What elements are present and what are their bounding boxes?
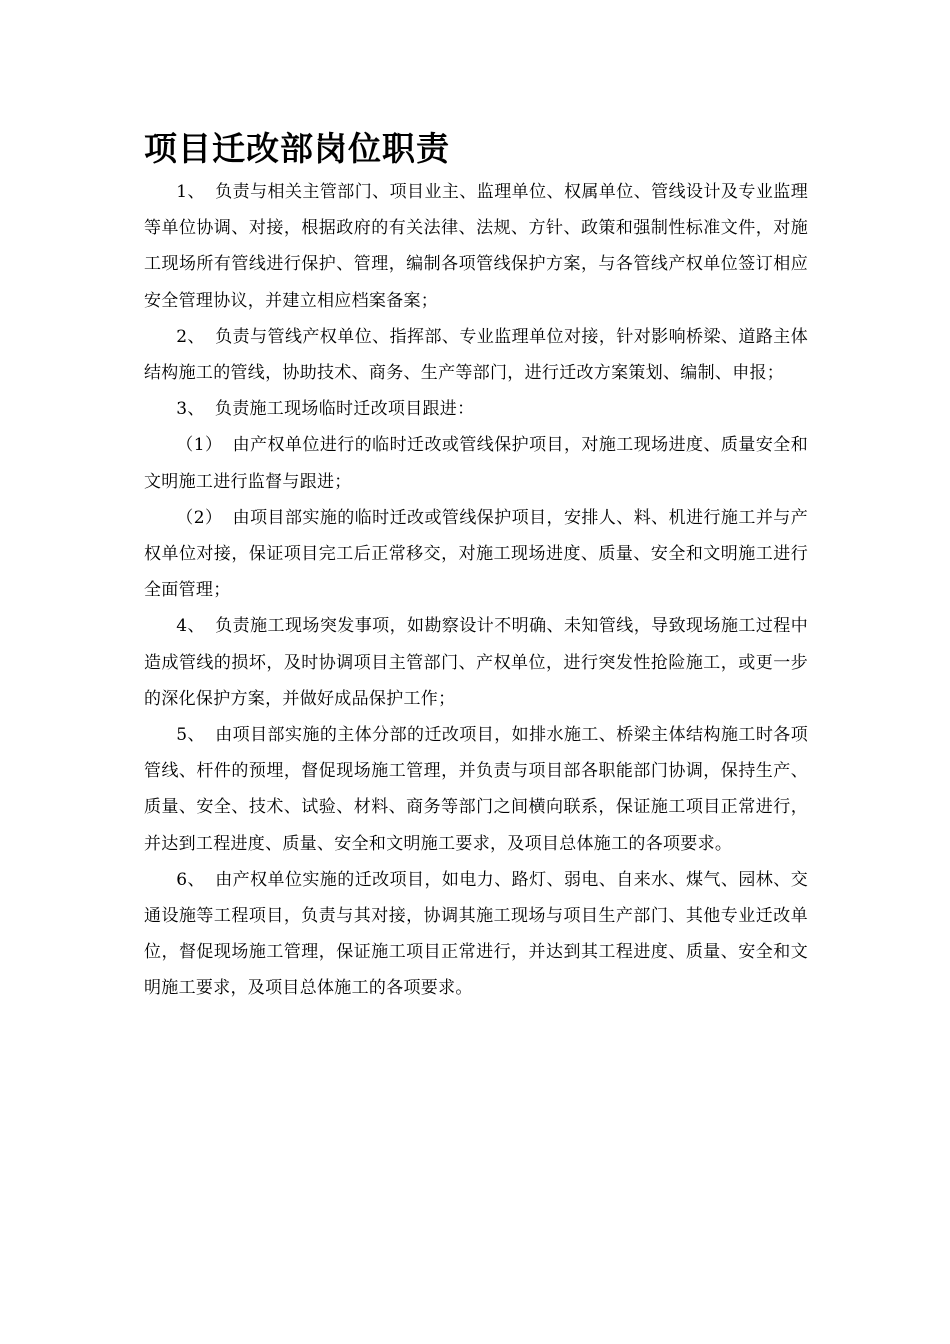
item-number: 1、 [176,182,205,202]
duty-item-2 [144,319,808,391]
subitem-number: （2） [176,507,223,528]
document-title: 项目迁改部岗位职责 [144,129,450,168]
duty-item-4 [144,608,808,717]
item-number: 4、 [176,616,205,637]
duty-item-5 [144,717,808,862]
item-text: 由产权单位实施的迁改项目，如电力、路灯、弱电、自来水、煤气、园林、交通设施等工程项目，负责与其对接，协调其施工现场与项目生产部门、其他专业迁改单位，督促现场施工管理，保证施工项目正常进行，并达到其工程进度、质量、安全和文明施工要求，及项目总体施工的各项要求。 [144,869,808,999]
item-number: 6、 [176,869,205,890]
document-body [144,126,808,1007]
subitem-text: 由产权单位进行的临时迁改或管线保护项目，对施工现场进度、质量安全和文明施工进行监督与跟进； [144,435,808,492]
item-text: 由项目部实施的主体分部的迁改项目，如排水施工、桥梁主体结构施工时各项管线、杆件的预埋，督促现场施工管理，并负责与项目部各职能部门协调，保持生产、质量、安全、技术、试验、材料、商务等部门之间横向联系，保证施工项目正常进行，并达到工程进度、质量、安全和文明施工要求，及项目总体施工的各项要求。 [144,725,808,854]
item-text: 负责施工现场临时迁改项目跟进： [214,399,475,420]
item-number: 5、 [176,725,205,746]
subitem-text: 由项目部实施的临时迁改或管线保护项目，安排人、料、机进行施工并与产权单位对接，保证项目完工后正常移交，对施工现场进度、质量、安全和文明施工进行全面管理； [144,507,808,601]
item-number: 3、 [176,399,205,420]
duty-subitem-2 [144,500,808,609]
duty-item-6 [144,862,808,1007]
item-text: 负责施工现场突发事项，如勘察设计不明确、未知管线，导致现场施工过程中造成管线的损坏，及时协调项目主管部门、产权单位，进行突发性抢险施工，或更一步的深化保护方案，并做好成品保护工作； [144,616,808,709]
duty-item-1 [144,174,808,319]
duty-subitem-1 [144,427,808,499]
item-number: 2、 [176,326,205,347]
item-text: 负责与相关主管部门、项目业主、监理单位、权属单位、管线设计及专业监理等单位协调、对接，根据政府的有关法律、法规、方针、政策和强制性标准文件，对施工现场所有管线进行保护、管理，编制各项管线保护方案，与各管线产权单位签订相应安全管理协议，并建立相应档案备案； [144,182,808,311]
item-text: 负责与管线产权单位、指挥部、专业监理单位对接，针对影响桥梁、道路主体结构施工的管线，协助技术、商务、生产等部门，进行迁改方案策划、编制、申报； [144,326,808,384]
subitem-number: （1） [176,435,223,456]
duty-item-3 [144,391,808,427]
